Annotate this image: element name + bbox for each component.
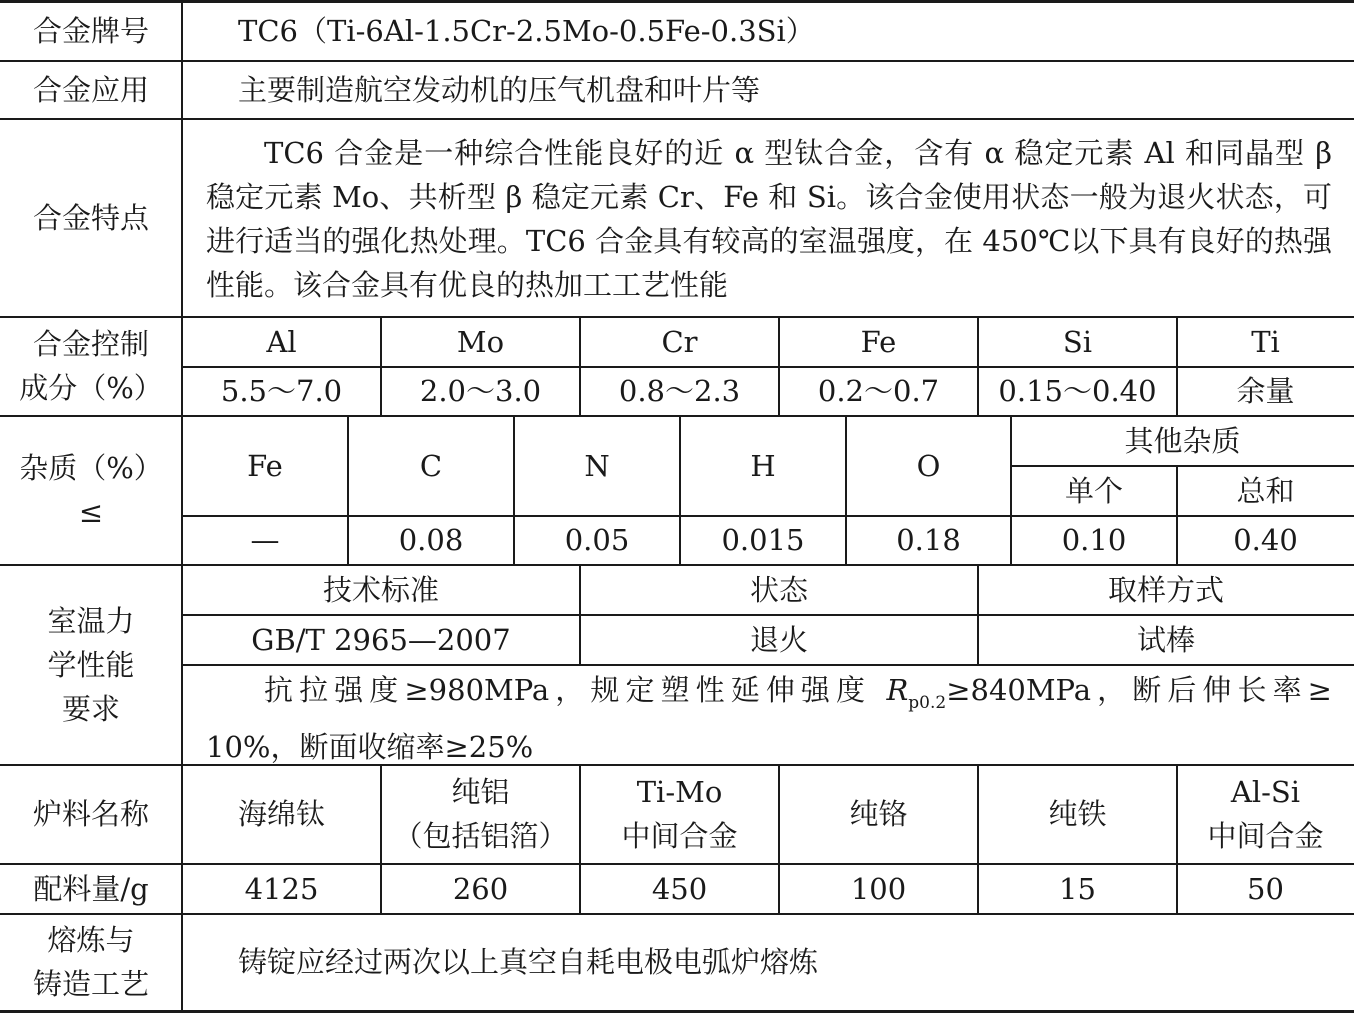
impurity-header-h: H: [750, 448, 776, 483]
charge-item-text: Al-Si: [1230, 775, 1301, 809]
amount-value: 100: [850, 871, 907, 906]
mechanical-value-sampling: 试棒: [1136, 622, 1195, 657]
smelting-label-line2: 铸造工艺: [32, 967, 149, 1001]
impurity-header-c: C: [419, 448, 443, 483]
charge-item-text: 纯铁: [1048, 797, 1107, 831]
smelting-label-line1: 熔炼与: [47, 923, 135, 957]
mechanical-value-standard: GB/T 2965—2007: [251, 622, 511, 657]
mechanical-label-line2: 学性能: [47, 647, 135, 682]
impurity-header-n: N: [584, 448, 610, 483]
row-divider: [182, 664, 1354, 666]
impurities-label-line1: 杂质（%）: [19, 451, 163, 485]
composition-value-mo: 2.0～3.0: [419, 374, 542, 408]
composition-header-si: Si: [1062, 324, 1093, 359]
features-label: 合金特点: [32, 200, 149, 235]
charge-item-text: 中间合金: [1207, 819, 1324, 853]
charge-item-text: 海绵钛: [237, 797, 325, 831]
impurity-header-total: 总和: [1236, 473, 1295, 508]
charge-item-pure-iron: [978, 765, 1177, 863]
impurity-value-c: 0.08: [398, 523, 464, 557]
impurity-header-fe: Fe: [247, 448, 283, 483]
amount-label: 配料量/g: [33, 871, 149, 906]
features-text: [206, 131, 1332, 307]
impurity-value-total: 0.40: [1233, 523, 1298, 557]
impurity-value-o: 0.18: [896, 523, 961, 557]
mechanical-header-sampling: 取样方式: [1107, 572, 1224, 607]
smelting-label: [0, 914, 182, 1010]
table-bottom-border: [0, 1010, 1354, 1013]
grade-label: 合金牌号: [32, 14, 149, 48]
charge-item-text: 纯铝: [451, 775, 510, 809]
composition-value-fe: 0.2～0.7: [817, 374, 940, 408]
charge-item-pure-chromium: [779, 765, 978, 863]
amount-value: 50: [1247, 871, 1284, 906]
charge-item-text: （包括铝箔）: [393, 819, 568, 853]
features-paragraph: TC6 合金是一种综合性能良好的近 α 型钛合金，含有 α 稳定元素 Al 和同晶型 β 稳定元素 Mo、共析型 β 稳定元素 Cr、Fe 和 Si。该合金使用状态一般为退火状态，可进行适当的强化热处理。TC6 合金具有较高的室温强度，在 450℃以下具有良好的热强性能。该合金具有优良的热加工工艺性能: [206, 136, 1332, 302]
charge-label: 炉料名称: [32, 797, 149, 831]
charge-item-pure-aluminum: [381, 765, 580, 863]
composition-value-ti: 余量: [1236, 374, 1295, 408]
composition-header-cr: Cr: [661, 324, 698, 359]
composition-value-cr: 0.8～2.3: [618, 374, 741, 408]
composition-label: [0, 317, 182, 415]
impurity-value-h: 0.015: [721, 523, 805, 557]
impurities-label: [0, 416, 182, 564]
impurity-header-single: 单个: [1064, 473, 1123, 508]
charge-item-text: 纯铬: [849, 797, 908, 831]
impurity-header-other: 其他杂质: [1124, 423, 1241, 458]
impurity-value-fe: —: [250, 523, 280, 557]
mechanical-req-part1: 抗拉强度≥980MPa，规定塑性延伸强度: [264, 673, 887, 707]
composition-label-line2: 成分（%）: [19, 371, 163, 405]
impurity-header-o: O: [916, 448, 941, 483]
composition-value-al: 5.5～7.0: [220, 374, 343, 408]
mechanical-requirements: [206, 668, 1332, 769]
composition-header-ti: Ti: [1251, 324, 1280, 359]
charge-item-al-si: [1177, 765, 1354, 863]
mechanical-value-state: 退火: [749, 622, 808, 657]
mechanical-label-line1: 室温力: [47, 603, 135, 638]
row-divider: [0, 118, 1354, 120]
application-value: 主要制造航空发动机的压气机盘和叶片等: [238, 72, 761, 107]
charge-item-ti-mo: [580, 765, 779, 863]
yield-strength-symbol: R: [886, 673, 909, 707]
composition-header-fe: Fe: [860, 324, 897, 359]
mechanical-req-line2: 10%，断面收缩率≥25%: [206, 730, 534, 764]
yield-strength-subscript: p0.2: [908, 693, 947, 713]
composition-header-mo: Mo: [456, 324, 505, 359]
mechanical-req-line1: [206, 668, 1332, 725]
charge-item-text: Ti-Mo: [636, 775, 723, 809]
amount-value: 260: [452, 871, 509, 906]
amount-value: 450: [651, 871, 708, 906]
mechanical-label-line3: 要求: [61, 691, 120, 726]
amount-value: 15: [1059, 871, 1096, 906]
grade-value: TC6（Ti-6Al-1.5Cr-2.5Mo-0.5Fe-0.3Si）: [238, 14, 815, 48]
mechanical-header-state: 状态: [749, 572, 808, 607]
impurities-label-line2: ≤: [78, 495, 104, 529]
charge-item-text: 中间合金: [621, 819, 738, 853]
smelting-value: 铸锭应经过两次以上真空自耗电极电弧炉熔炼: [238, 945, 819, 979]
composition-header-al: Al: [266, 324, 297, 359]
charge-item-sponge-titanium: [182, 765, 381, 863]
mechanical-label: [0, 565, 182, 764]
impurity-value-n: 0.05: [564, 523, 630, 557]
composition-label-line1: 合金控制: [32, 327, 149, 361]
impurity-value-single: 0.10: [1061, 523, 1127, 557]
composition-value-si: 0.15～0.40: [998, 374, 1157, 408]
application-label: 合金应用: [32, 72, 149, 107]
mechanical-req-part2: ≥840MPa，断后伸长率≥: [946, 673, 1332, 707]
mechanical-header-standard: 技术标准: [322, 572, 439, 607]
amount-value: 4125: [244, 871, 319, 906]
